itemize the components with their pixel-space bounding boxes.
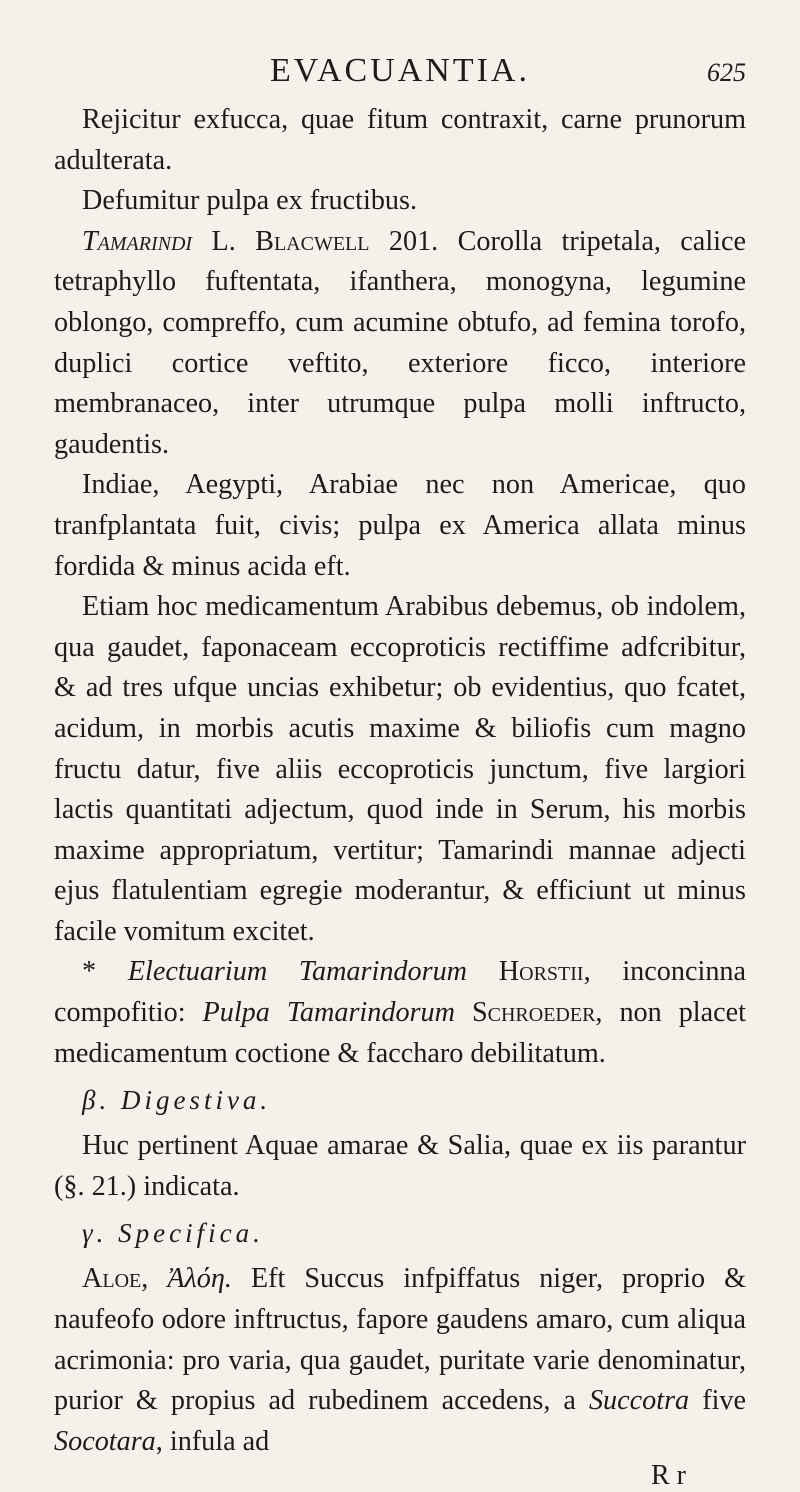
entry-ref-number: 201. [388,225,439,257]
page-number: 625 [707,58,746,87]
entry-greek-aloe: Ἀλόη. [167,1263,232,1295]
place-socotara: Socotara [54,1425,156,1457]
entry-head-tamarindi: Tamarindi [82,225,193,257]
paragraph-huc: Huc pertinent Aquae amarae & Salia, quae ex iis parantur (§. 21.) indicata. [54,1130,746,1202]
entry-text-aloe-1: Eft Succus infpiffatus niger, proprio & naufeofo odore inftructus, fapore gaudens amaro, cum aliqua acrimonia: pro varia, qua gaudet, puritate varie denominatur, purior & propius ad rubedinem accedens, a [54,1263,746,1417]
paragraph-etiam: Etiam hoc medicamentum Arabibus debemus, ob indolem, qua gaudet, faponaceam eccoproticis rectiffime adfcribitur, & ad tres ufque uncias exhibetur; ob evidentius, quo fcatet, acidum, in morbis acutis maxime & biliofis cum magno fructu datur, five aliis eccoproticis junctum, five largiori lactis quantitati adjectum, quod inde in Serum, his morbis maxime appropriatum, vertitur; Tamarindi mannae adjecti ejus flatulentiam egregie moderantur, & efficiunt ut minus facile vomitum excitet. [54,591,746,947]
entry-text-aloe-2: five [702,1385,747,1417]
paragraph-defumitur: Defumitur pulpa ex fructibus. [82,185,418,217]
place-succotra: Succotra [588,1385,690,1417]
paragraph-aloe [54,1259,746,1462]
section-heading-specifica: γ. Specifica. [82,1218,264,1249]
paragraph-rejicitur: Rejicitur exfucca, quae fitum contraxit, carne prunorum adulterata. [54,104,746,176]
pulpa-text: , non placet medicamentum coctione & faccharo debilitatum. [54,997,747,1069]
entry-text-tamarindi: Corolla tripetala, calice tetraphyllo fuftentata, ifanthera, monogyna, legumine oblongo, compreffo, cum acumine obtufo, ad femina torofo, duplici cortice veftito, exteriore ficco, interiore membranaceo, inter utrumque pulpa molli inftructo, gaudentis. [54,225,747,460]
paragraph-electuarium [54,952,746,1074]
page-header [54,48,746,100]
body-text [54,100,746,1492]
pulpa-name: Pulpa Tamarindorum [202,997,455,1029]
electuarium-name: Electuarium Tamarindorum [127,956,468,988]
entry-author-l: L. [211,225,236,257]
catchword-signature: R r [651,1460,686,1492]
paragraph-indiae: Indiae, Aegypti, Arabiae nec non Americae, quo tranfplantata fuit, civis; pulpa ex America allata minus fordida & minus acida eft. [54,469,746,582]
footnote-star: * [82,956,97,988]
entry-head-aloe: Aloe, [82,1263,149,1295]
running-title: EVACUANTIA. [270,52,530,89]
entry-text-aloe-3: , infula ad [155,1425,270,1457]
electuarium-text: , inconcinna compofitio: [54,956,747,1029]
section-heading-digestiva: β. Digestiva. [82,1085,272,1116]
author-schroeder: Schroeder [471,997,596,1029]
author-horstii: Horstii [498,956,584,988]
entry-ref-blacwell: Blacwell [255,225,370,257]
paragraph-tamarindi [54,222,746,466]
